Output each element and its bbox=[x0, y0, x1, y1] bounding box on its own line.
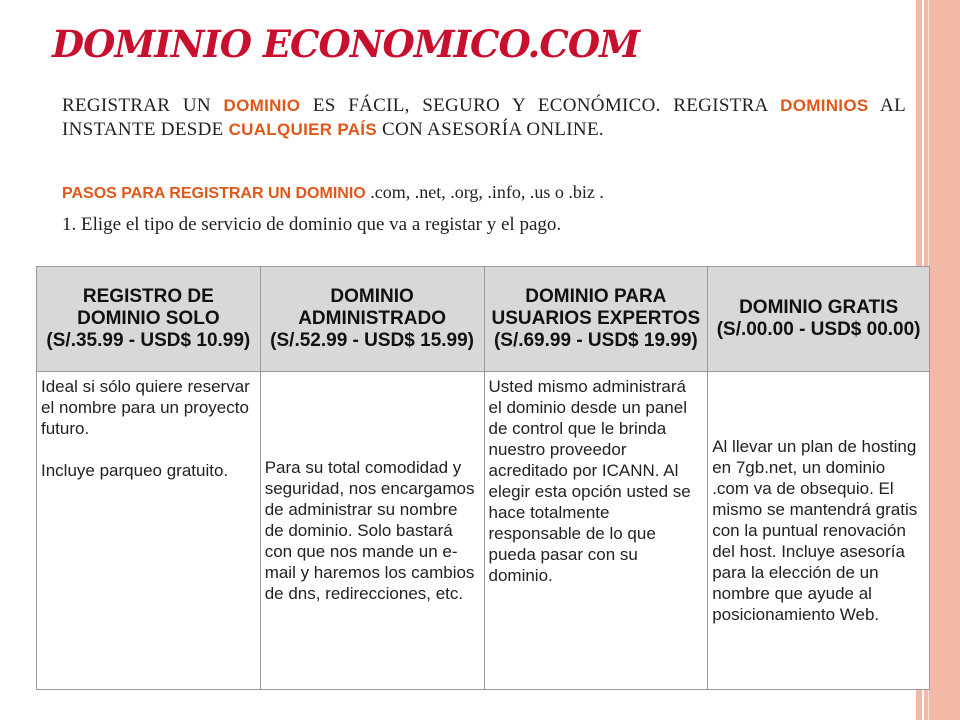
intro-text: AL INSTANTE DESDE bbox=[62, 95, 906, 140]
intro-text: REGISTRAR UN bbox=[62, 95, 224, 116]
plan-title: DOMINIO ADMINISTRADO bbox=[298, 286, 446, 329]
page-title: DOMINIO ECONOMICO.COM bbox=[52, 22, 640, 66]
header-gratis bbox=[708, 267, 930, 372]
description-registro-solo bbox=[37, 372, 261, 690]
plan-title: DOMINIO GRATIS bbox=[739, 297, 899, 318]
description-text: Al llevar un plan de hosting en 7gb.net, un dominio .com va de obsequio. El mismo se mantendrá gratis con la puntual renovación del host. Incluye asesoría para la elección de un nombre que ayude al posicionamiento Web. bbox=[712, 437, 918, 624]
steps-heading-extensions: .com, .net, .org, .info, .us o .biz . bbox=[365, 182, 604, 202]
description-administrado bbox=[260, 372, 484, 690]
header-expertos bbox=[484, 267, 708, 372]
description-text: Usted mismo administrará el dominio desde un panel de control que le brinda nuestro proveedor acreditado por ICANN. Al elegir esta opción usted se hace totalmente responsable de lo que pueda pasar con su dominio. bbox=[488, 377, 691, 585]
intro-highlight: CUALQUIER PAÍS bbox=[228, 120, 377, 139]
step-1-text: 1. Elige el tipo de servicio de dominio que va a registar y el pago. bbox=[62, 214, 562, 235]
plan-price: (S/.52.99 - USD$ 15.99) bbox=[270, 330, 474, 351]
description-expertos bbox=[484, 372, 708, 690]
header-registro-solo bbox=[37, 267, 261, 372]
table-row bbox=[37, 372, 930, 690]
description-text: Para su total comodidad y seguridad, nos encargamos de administrar su nombre de dominio. Solo bastará con que nos mande un e-mail y haremos los cambios de dns, redirecciones, etc. bbox=[264, 458, 475, 603]
plan-price: (S/.69.99 - USD$ 19.99) bbox=[493, 330, 698, 351]
plan-price: (S/.00.00 - USD$ 00.00) bbox=[716, 319, 921, 340]
table-header-row bbox=[37, 267, 930, 372]
domain-plans-table bbox=[36, 266, 930, 690]
steps-heading-highlight: PASOS PARA REGISTRAR UN DOMINIO bbox=[62, 185, 366, 202]
plan-title: REGISTRO DE DOMINIO SOLO bbox=[77, 286, 220, 329]
intro-highlight: DOMINIOS bbox=[780, 96, 869, 115]
steps-heading bbox=[62, 182, 604, 203]
intro-text: ES FÁCIL, SEGURO Y ECONÓMICO. REGISTRA bbox=[300, 95, 781, 116]
intro-paragraph bbox=[62, 94, 906, 142]
intro-highlight: DOMINIO bbox=[223, 96, 301, 115]
header-administrado bbox=[260, 267, 484, 372]
description-gratis bbox=[708, 372, 930, 690]
plan-title: DOMINIO PARA USUARIOS EXPERTOS bbox=[491, 286, 701, 329]
intro-text: CON ASESORÍA ONLINE. bbox=[376, 119, 604, 140]
plan-price: (S/.35.99 - USD$ 10.99) bbox=[46, 330, 251, 351]
description-text: Ideal si sólo quiere reservar el nombre para un proyecto futuro. bbox=[41, 377, 250, 438]
description-text: Incluye parqueo gratuito. bbox=[41, 461, 229, 480]
